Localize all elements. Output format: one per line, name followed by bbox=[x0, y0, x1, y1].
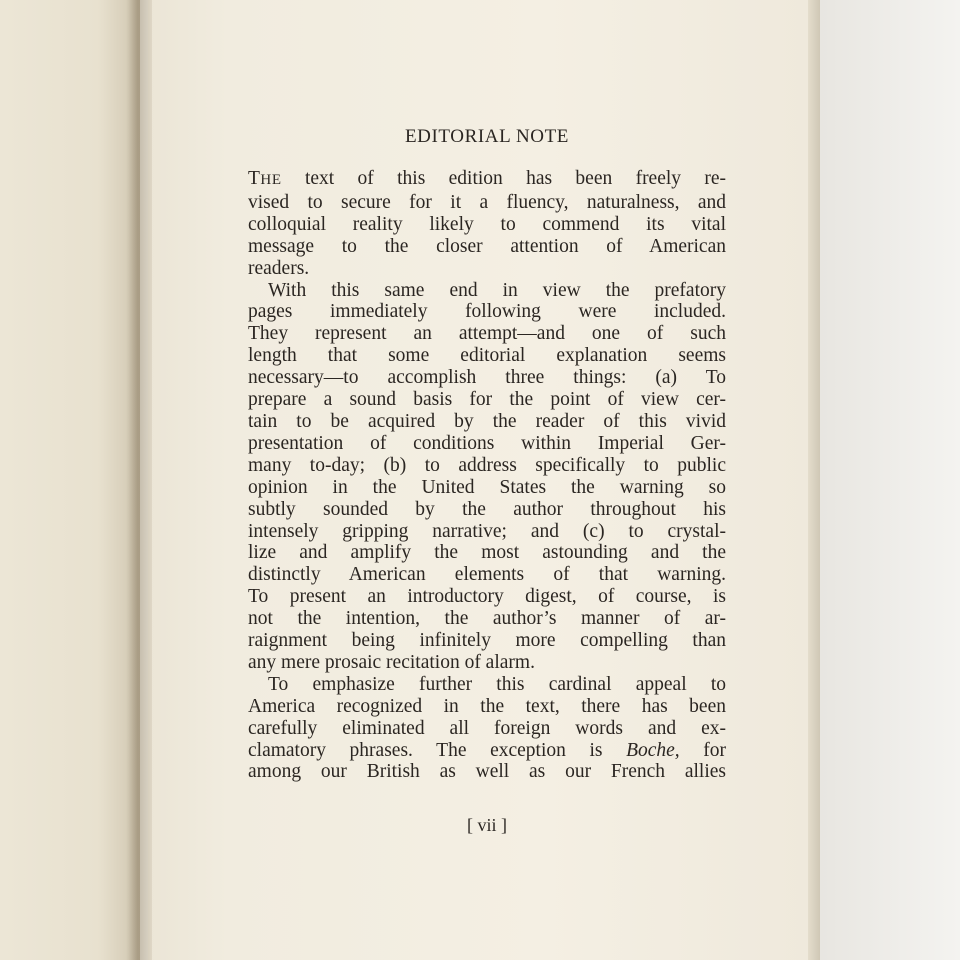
page-heading: EDITORIAL NOTE bbox=[404, 126, 570, 147]
page-edge bbox=[808, 0, 820, 960]
text-line: readers. bbox=[248, 257, 310, 279]
italic-word: Boche, bbox=[626, 739, 680, 761]
line-text: clamatory phrases. bbox=[248, 739, 413, 761]
text-line: They represent an attempt—and one of such bbox=[248, 323, 726, 345]
text-line: tain to be acquired by the reader of this vivid bbox=[248, 410, 726, 432]
text-line: colloquial reality likely to commend its vital bbox=[248, 213, 726, 235]
text-line: To present an introductory digest, of course, is bbox=[248, 586, 726, 608]
text-line: any mere prosaic recitation of alarm. bbox=[248, 651, 535, 673]
text-line: raignment being infinitely more compelling than bbox=[248, 630, 726, 652]
text-line: not the intention, the author’s manner of ar- bbox=[248, 608, 726, 630]
text-line: subtly sounded by the author throughout his bbox=[248, 498, 726, 520]
text-line: vised to secure for it a fluency, naturalness, and bbox=[248, 191, 726, 213]
text-line: distinctly American elements of that warning. bbox=[248, 564, 726, 586]
text-line: among our British as well as our French allies bbox=[248, 761, 726, 783]
page-number: [ vii ] bbox=[467, 815, 507, 835]
lead-smallcaps: HE bbox=[260, 172, 282, 188]
text-line: necessary—to accomplish three things: (a) To bbox=[248, 367, 726, 389]
text-line: prepare a sound basis for the point of view cer- bbox=[248, 389, 726, 411]
text-line: message to the closer attention of American bbox=[248, 235, 726, 257]
line-text: for bbox=[703, 739, 727, 761]
line-text: text of this edition has been freely re- bbox=[304, 168, 727, 189]
book-gutter bbox=[126, 0, 152, 960]
text-line: lize and amplify the most astounding and the bbox=[248, 542, 726, 564]
line-text: The exception is bbox=[436, 739, 603, 761]
text-line bbox=[248, 168, 726, 192]
text-line: carefully eliminated all foreign words and ex- bbox=[248, 717, 726, 739]
text-line: America recognized in the text, there has been bbox=[248, 695, 726, 717]
text-line: opinion in the United States the warning so bbox=[248, 476, 726, 498]
text-line: intensely gripping narrative; and (c) to crystal- bbox=[248, 520, 726, 542]
table-surface bbox=[820, 0, 960, 960]
text-line: pages immediately following were included. bbox=[248, 301, 726, 323]
lead-initial: T bbox=[248, 168, 261, 189]
text-line: presentation of conditions within Imperial Ger- bbox=[248, 432, 726, 454]
body-text bbox=[248, 168, 726, 783]
text-line: many to-day; (b) to address specifically to public bbox=[248, 454, 726, 476]
text-line bbox=[248, 740, 726, 762]
text-line: To emphasize further this cardinal appeal to bbox=[268, 673, 726, 695]
left-page bbox=[0, 0, 140, 960]
text-line: length that some editorial explanation seems bbox=[248, 345, 726, 367]
text-line: With this same end in view the prefatory bbox=[268, 279, 726, 301]
